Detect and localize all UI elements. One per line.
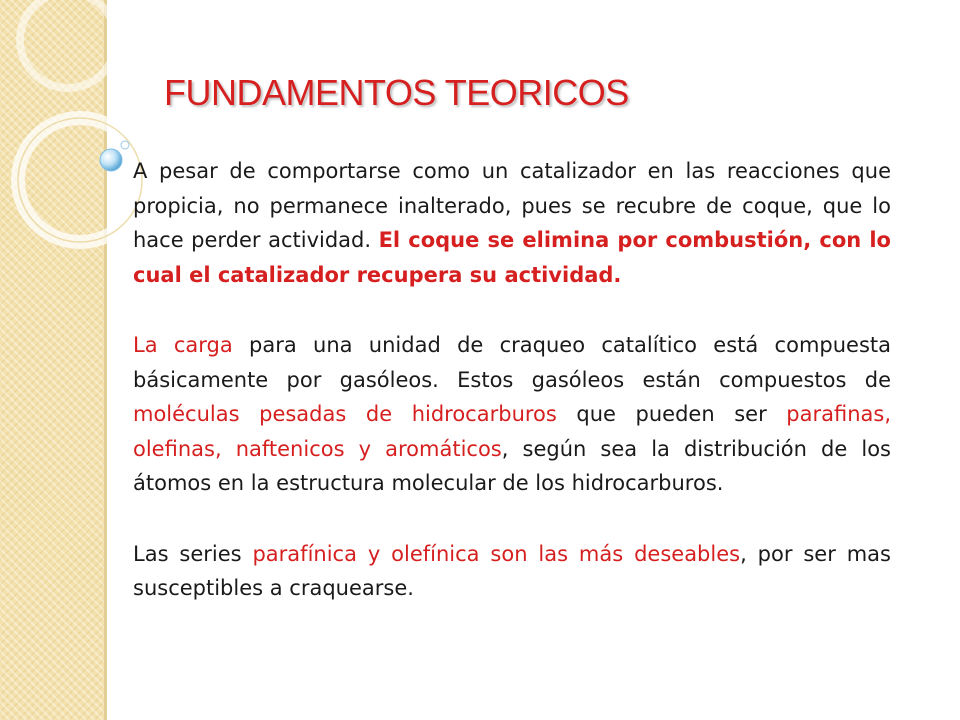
p1-highlight: El coque se elimina por combustión, con lo cual el catalizador recupera su actividad. — [133, 228, 891, 287]
band-edge-divider — [104, 0, 107, 720]
paragraph-series — [133, 537, 891, 606]
p2-highlight-types: parafinas, olefinas, naftenicos y aromáticos — [133, 402, 891, 461]
p3-text-2: , por ser mas susceptibles a craquearse. — [133, 541, 891, 600]
p3-text-1: Las series — [133, 541, 253, 566]
p2-highlight-molecules: moléculas pesadas de hidrocarburos — [133, 402, 557, 426]
paragraph-charge — [133, 328, 891, 501]
p2-text-1: para una unidad de craqueo catalítico está compuesta básicamente por gasóleos. Estos gasóleos están compuestos de — [133, 333, 891, 392]
slide-title: FUNDAMENTOS TEORICOS — [164, 72, 629, 113]
slide-body — [133, 154, 891, 606]
p3-highlight: parafínica y olefínica son las más deseables — [252, 541, 741, 566]
paragraph-catalyst — [133, 154, 891, 292]
p1-text: A pesar de comportarse como un catalizador en las reacciones que propicia, no permanece inalterado, pues se recubre de coque, que lo hace perder actividad. — [133, 159, 891, 252]
small-bubble-icon — [121, 141, 129, 149]
p2-text-3: , según sea la distribución de los átomos en la estructura molecular de los hidrocarburos. — [133, 436, 891, 495]
p2-text-2: que pueden ser — [556, 402, 787, 426]
p2-highlight-charge: La carga — [133, 333, 233, 357]
left-decorative-band — [0, 0, 104, 720]
